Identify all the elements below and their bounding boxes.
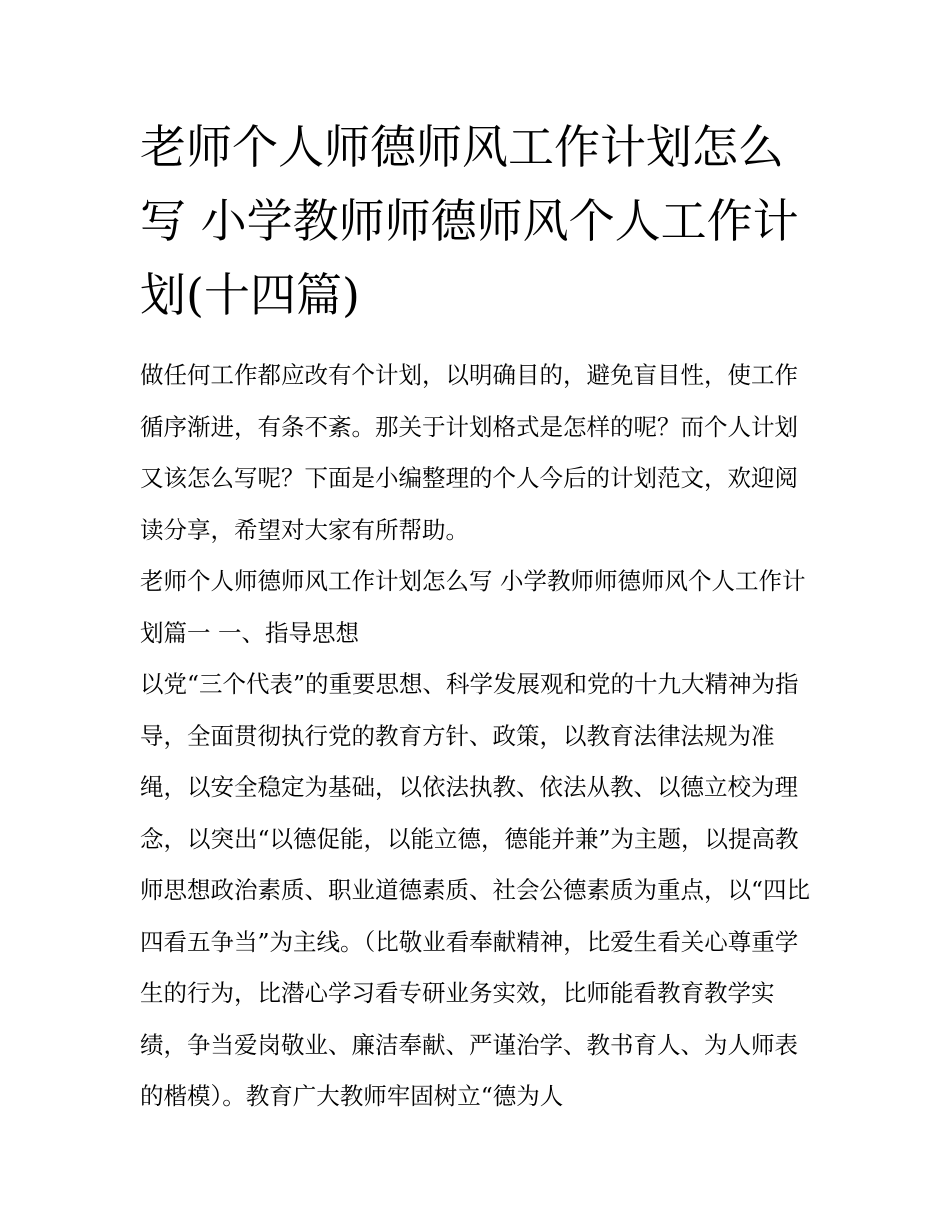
document-title: 老师个人师德师风工作计划怎么写 小学教师师德师风个人工作计划(十四篇) [140, 120, 799, 322]
document-page [140, 110, 812, 1123]
body-paragraph: 以党“三个代表”的重要思想、科学发展观和党的十九大精神为指导，全面贯彻执行党的教育方针、政策，以教育法律法规为准绳，以安全稳定为基础，以依法执教、依法从教、以德立校为理念，以突出“以德促能，以能立德，德能并兼”为主题，以提高教师思想政治素质、职业道德素质、社会公德素质为重点，以“四比四看五争当”为主线。（比敬业看奉献精神，比爱生看关心尊重学生的行为，比潜心学习看专研业务实效，比师能看教育教学实绩，争当爱岗敬业、廉洁奉献、严谨治学、教书育人、为人师表的楷模）。教育广大教师牢固树立“德为人 [140, 670, 811, 1110]
intro-paragraph: 做任何工作都应改有个计划，以明确目的，避免盲目性，使工作循序渐进，有条不紊。那关于计划格式是怎样的呢？而个人计划又该怎么写呢？下面是小编整理的个人今后的计划范文，欢迎阅读分享，希望对大家有所帮助。 [140, 361, 798, 544]
section-heading: 老师个人师德师风工作计划怎么写 小学教师师德师风个人工作计划篇一 一、指导思想 [140, 567, 806, 647]
